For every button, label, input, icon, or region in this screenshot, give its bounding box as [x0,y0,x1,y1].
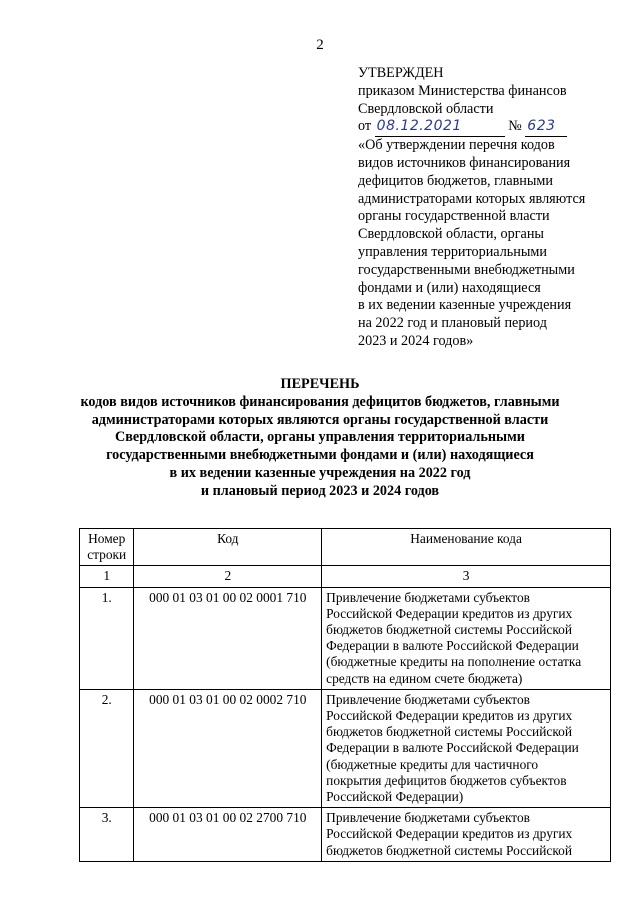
row-name [322,808,611,862]
header-name: Наименование кода [322,529,611,566]
title-heading: ПЕРЕЧЕНЬ [280,376,360,392]
date-prefix: от [358,118,372,135]
approval-subject-line: органы государственной власти [358,208,550,225]
row-name-line: Российской Федерации кредитов из других [326,708,573,724]
approval-region-line: Свердловской области [358,100,494,117]
approval-subject-line: администраторами которых являются [358,190,586,207]
title-line: и плановый период 2023 и 2024 годов [200,482,440,499]
row-code: 000 01 03 01 00 02 0001 710 [134,587,322,689]
approval-subject-line: государственными внебюджетными [358,261,575,278]
approval-date-number-line [358,118,608,137]
row-name-line: Российской Федерации кредитов из других [326,826,573,842]
approval-subject-line: 2023 и 2024 годов» [358,332,474,349]
approval-stamp-block [358,65,608,351]
row-name-line: бюджетов бюджетной системы Российской [326,622,573,638]
table-row [80,587,611,689]
row-name-line: средств на едином счете бюджета) [326,670,523,686]
title-line: кодов видов источников финансирования дефицитов бюджетов, главными [80,393,560,410]
handwritten-date: 08.12.2021 [375,118,505,137]
page-number: 2 [316,37,324,53]
handwritten-order-number: 623 [525,118,567,137]
row-name-line: Российской Федерации) [326,789,464,805]
header-number-line1: Номер [88,531,126,546]
title-line: государственными внебюджетными фондами и (или) находящиеся [106,447,534,464]
row-number: 2. [80,689,134,807]
row-name-line: бюджетов бюджетной системы Российской [326,842,573,858]
row-name [322,587,611,689]
approval-subject-line: Свердловской области, органы [358,226,544,243]
column-index-row [80,566,611,587]
approval-heading: УТВЕРЖДЕН [358,65,444,81]
row-name [322,689,611,807]
row-name-line: Федерации в валюте Российской Федерации [326,638,579,654]
title-line: в их ведении казенные учреждения на 2022 год [169,464,471,481]
codes-table [79,528,611,862]
row-name-line: Привлечение бюджетами субъектов [326,810,530,826]
column-index: 2 [134,566,322,587]
table-row [80,689,611,807]
title-line: администраторами которых являются органы государственной власти [91,411,549,428]
column-index: 1 [80,566,134,587]
row-code: 000 01 03 01 00 02 2700 710 [134,808,322,862]
row-name-line: Привлечение бюджетами субъектов [326,691,530,707]
row-number: 3. [80,808,134,862]
approval-subject-line: в их ведении казенные учреждения [358,297,572,314]
approval-subject-line: «Об утверждении перечня кодов [358,137,555,154]
column-index: 3 [322,566,611,587]
row-name-line: (бюджетные кредиты для частичного [326,756,539,772]
approval-subject-line: на 2022 год и плановый период [358,315,547,332]
approval-subject-line: дефицитов бюджетов, главными [358,172,554,189]
row-code: 000 01 03 01 00 02 0002 710 [134,689,322,807]
row-number: 1. [80,587,134,689]
approval-subject-line: управления территориальными [358,243,547,260]
row-name-line: бюджетов бюджетной системы Российской [326,724,573,740]
title-line: Свердловской области, органы управления территориальными [115,429,525,446]
row-name-line: (бюджетные кредиты на пополнение остатка [326,654,582,670]
row-name-line: Федерации в валюте Российской Федерации [326,740,579,756]
table-row [80,808,611,862]
header-row-number [80,529,134,566]
header-number-line2: строки [87,547,127,563]
row-name-line: покрытия дефицитов бюджетов субъектов [326,772,567,788]
document-title [60,376,580,501]
number-sign: № [508,118,522,135]
approval-subject-line: видов источников финансирования [358,154,571,171]
approval-subject-line: фондами и (или) находящиеся [358,279,541,296]
approval-order-line: приказом Министерства финансов [358,82,567,99]
header-code: Код [134,529,322,566]
row-name-line: Российской Федерации кредитов из других [326,605,573,621]
row-name-line: Привлечение бюджетами субъектов [326,589,530,605]
table-header-row [80,529,611,566]
